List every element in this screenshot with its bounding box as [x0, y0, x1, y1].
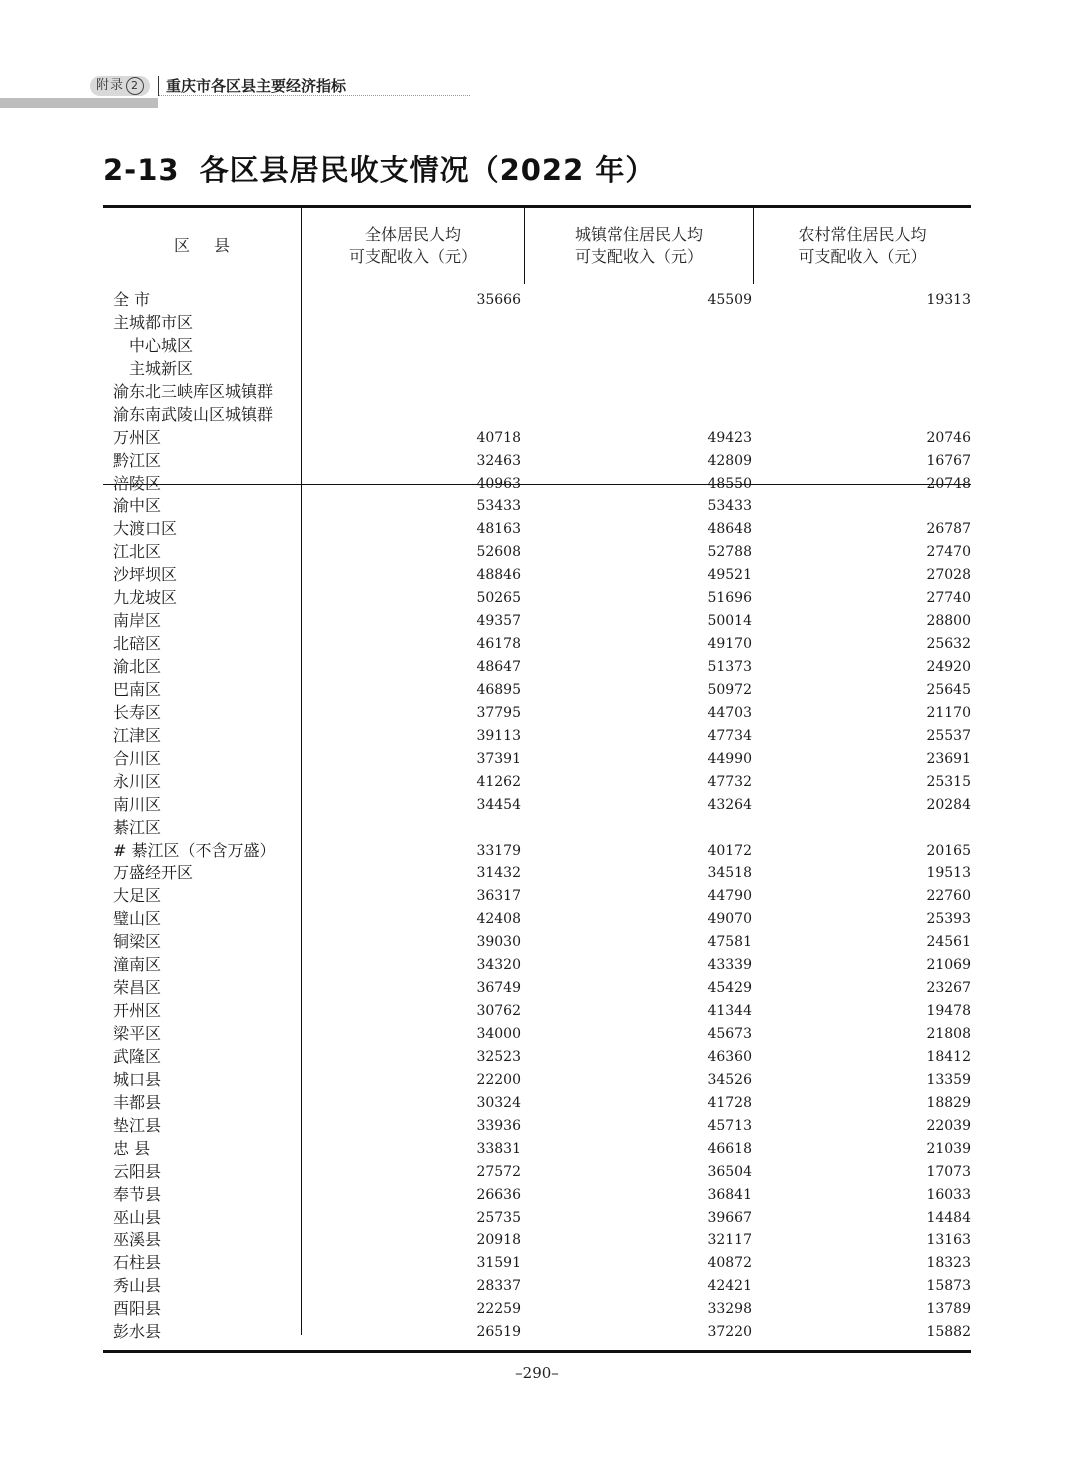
table-row — [103, 289, 971, 312]
rural-residents-income: 16033 — [926, 1186, 971, 1203]
region-name: 忠 县 — [113, 1138, 151, 1158]
region-name: 丰都县 — [113, 1092, 162, 1112]
region-name: 巫溪县 — [113, 1230, 162, 1250]
table-row — [103, 679, 971, 702]
rural-residents-income: 27470 — [926, 544, 971, 561]
table-row — [103, 885, 971, 908]
all-residents-income: 48647 — [476, 659, 521, 675]
region-name: 渝中区 — [113, 496, 162, 516]
table-row — [103, 862, 971, 885]
header-gray-band — [0, 98, 158, 108]
rural-residents-income: 15873 — [926, 1278, 971, 1295]
all-residents-income: 48163 — [476, 521, 521, 538]
header-separator — [158, 76, 159, 96]
all-residents-income: 34320 — [476, 957, 521, 974]
appendix-number: 2 — [126, 77, 144, 95]
table-row — [103, 335, 971, 358]
rural-residents-income: 25393 — [926, 911, 971, 928]
table-bottom-rule — [103, 1350, 971, 1353]
region-name: 主城都市区 — [113, 312, 194, 332]
urban-residents-income: 45509 — [707, 292, 752, 308]
all-residents-income: 49357 — [476, 613, 521, 630]
rural-residents-income: 27028 — [926, 567, 971, 584]
table-row — [103, 1252, 971, 1275]
table-title: 各区县居民收支情况（2022 年） — [199, 153, 656, 187]
table-row — [103, 977, 971, 1000]
table-row — [103, 381, 971, 404]
region-name: 涪陵区 — [113, 473, 162, 493]
table-row — [103, 1023, 971, 1046]
rural-residents-income: 25645 — [926, 681, 971, 698]
rural-residents-income: 23267 — [926, 980, 971, 997]
all-residents-income: 40963 — [476, 475, 521, 492]
region-name: 彭水县 — [113, 1322, 162, 1342]
header-urban-line2: 可支配收入（元） — [574, 247, 703, 266]
urban-residents-income: 48648 — [707, 521, 752, 538]
region-name: 奉节县 — [113, 1184, 162, 1204]
urban-residents-income: 44703 — [707, 704, 752, 721]
region-name: 酉阳县 — [113, 1299, 162, 1319]
region-name: 璧山区 — [113, 909, 162, 929]
urban-residents-income: 34526 — [707, 1071, 752, 1088]
urban-residents-income: 43339 — [707, 957, 752, 974]
table-row — [103, 1275, 971, 1298]
appendix-badge — [90, 76, 150, 96]
region-name: 渝东南武陵山区城镇群 — [113, 404, 274, 424]
region-name: 万州区 — [113, 427, 162, 447]
region-name: 大渡口区 — [113, 519, 178, 539]
rural-residents-income: 13789 — [926, 1301, 971, 1318]
table-row — [103, 541, 971, 564]
region-name: # 綦江区（不含万盛） — [113, 840, 276, 860]
table-row — [103, 931, 971, 954]
urban-residents-income: 45429 — [707, 980, 752, 997]
urban-residents-income: 50972 — [707, 681, 752, 698]
region-name: 永川区 — [113, 771, 162, 791]
table-row — [103, 1229, 971, 1252]
rural-residents-income: 21808 — [926, 1026, 971, 1042]
rural-residents-income: 14484 — [926, 1209, 971, 1226]
table-row — [103, 1321, 971, 1344]
table-row — [103, 495, 971, 518]
rural-residents-income: 28800 — [926, 613, 971, 630]
rural-residents-income: 25537 — [926, 727, 971, 744]
table-row — [103, 1115, 971, 1138]
table-row — [103, 840, 971, 863]
rural-residents-income: 13163 — [926, 1232, 971, 1249]
rural-residents-income: 16767 — [926, 452, 971, 469]
region-name: 渝东北三峡库区城镇群 — [113, 381, 274, 401]
region-name: 綦江区 — [113, 817, 162, 837]
region-name: 巴南区 — [113, 679, 162, 699]
appendix-label: 附录 — [96, 78, 125, 93]
all-residents-income: 30324 — [476, 1094, 521, 1111]
rural-residents-income: 13359 — [926, 1071, 971, 1088]
all-residents-income: 35666 — [476, 292, 521, 308]
all-residents-income: 30762 — [476, 1003, 521, 1020]
all-residents-income: 34454 — [476, 796, 521, 813]
region-name: 沙坪坝区 — [113, 565, 178, 585]
region-name: 铜梁区 — [113, 932, 162, 952]
region-name: 巫山县 — [113, 1207, 162, 1227]
rural-residents-income: 25632 — [926, 636, 971, 653]
urban-residents-income: 41344 — [707, 1003, 752, 1020]
rural-residents-income: 17073 — [926, 1163, 971, 1180]
urban-residents-income: 45713 — [707, 1117, 752, 1134]
urban-residents-income: 50014 — [707, 613, 752, 630]
table-row — [103, 817, 971, 840]
urban-residents-income: 49423 — [707, 429, 752, 446]
table-row — [103, 908, 971, 931]
region-name: 江津区 — [113, 725, 162, 745]
region-name: 潼南区 — [113, 955, 162, 975]
all-residents-income: 37391 — [476, 750, 521, 767]
urban-residents-income: 47734 — [707, 727, 752, 744]
table-row — [103, 1184, 971, 1207]
rural-residents-income: 19513 — [926, 865, 971, 882]
region-name: 九龙坡区 — [113, 588, 178, 608]
rural-residents-income: 19478 — [926, 1003, 971, 1020]
rural-residents-income: 21039 — [926, 1140, 971, 1157]
running-header — [0, 68, 470, 108]
rural-residents-income: 20284 — [926, 796, 971, 813]
region-name: 中心城区 — [129, 335, 194, 355]
rural-residents-income: 26787 — [926, 521, 971, 538]
urban-residents-income: 49170 — [707, 636, 752, 653]
region-name: 万盛经开区 — [113, 863, 194, 883]
page-number: –290– — [515, 1364, 559, 1382]
table-body — [103, 289, 971, 1344]
rural-residents-income: 18323 — [926, 1255, 971, 1272]
all-residents-income: 52608 — [476, 544, 521, 561]
rural-residents-income: 21170 — [926, 704, 971, 721]
header-rural-line1: 农村常住居民人均 — [798, 225, 927, 244]
urban-residents-income: 42809 — [707, 452, 752, 469]
table-row — [103, 702, 971, 725]
table-row — [103, 473, 971, 496]
all-residents-income: 39113 — [476, 727, 521, 744]
region-name: 长寿区 — [113, 702, 162, 722]
rural-residents-income: 19313 — [926, 292, 971, 308]
table-row — [103, 312, 971, 335]
region-name: 北碚区 — [113, 634, 162, 654]
table-row — [103, 954, 971, 977]
region-name: 荣昌区 — [113, 978, 162, 998]
all-residents-income: 33831 — [476, 1140, 521, 1157]
table-row — [103, 633, 971, 656]
region-name: 开州区 — [113, 1001, 162, 1021]
all-residents-income: 48846 — [476, 567, 521, 584]
all-residents-income: 33936 — [476, 1117, 521, 1134]
urban-residents-income: 46360 — [707, 1048, 752, 1065]
urban-residents-income: 52788 — [707, 544, 752, 561]
header-rural-line2: 可支配收入（元） — [798, 247, 927, 266]
header-all-line2: 可支配收入（元） — [348, 247, 477, 266]
rural-residents-income: 18412 — [926, 1048, 971, 1065]
table-row — [103, 1138, 971, 1161]
region-name: 梁平区 — [113, 1024, 162, 1043]
header-all-line1: 全体居民人均 — [364, 225, 461, 244]
table-code: 2-13 — [103, 153, 180, 187]
header-rural-residents — [754, 208, 971, 284]
region-name: 黔江区 — [113, 450, 162, 470]
all-residents-income: 46178 — [476, 636, 521, 653]
region-name: 秀山县 — [113, 1276, 162, 1296]
urban-residents-income: 40172 — [707, 842, 752, 859]
all-residents-income: 33179 — [476, 842, 521, 859]
all-residents-income: 36749 — [476, 980, 521, 997]
urban-residents-income: 36841 — [707, 1186, 752, 1203]
rural-residents-income: 20748 — [926, 475, 971, 492]
header-title: 重庆市各区县主要经济指标 — [166, 77, 347, 95]
all-residents-income: 50265 — [476, 590, 521, 607]
urban-residents-income: 42421 — [707, 1278, 752, 1295]
table-row — [103, 587, 971, 610]
all-residents-income: 27572 — [476, 1163, 521, 1180]
urban-residents-income: 44990 — [707, 750, 752, 767]
all-residents-income: 34000 — [476, 1026, 521, 1042]
all-residents-income: 32463 — [476, 452, 521, 469]
urban-residents-income: 39667 — [707, 1209, 752, 1226]
all-residents-income: 26519 — [476, 1324, 521, 1341]
table-row — [103, 1092, 971, 1115]
urban-residents-income: 48550 — [707, 475, 752, 492]
table-row — [103, 656, 971, 679]
table-row — [103, 1298, 971, 1321]
region-name: 南川区 — [113, 794, 162, 814]
region-name: 云阳县 — [113, 1161, 162, 1181]
rural-residents-income: 22039 — [926, 1117, 971, 1134]
urban-residents-income: 49521 — [707, 567, 752, 584]
urban-residents-income: 37220 — [707, 1324, 752, 1341]
urban-residents-income: 40872 — [707, 1255, 752, 1272]
table-row — [103, 610, 971, 633]
table-row — [103, 518, 971, 541]
rural-residents-income: 18829 — [926, 1094, 971, 1111]
all-residents-income: 22259 — [476, 1301, 521, 1318]
table-row — [103, 1069, 971, 1092]
table-row — [103, 1207, 971, 1230]
header-region: 区县 — [173, 236, 254, 255]
table-row — [103, 794, 971, 817]
region-name: 江北区 — [113, 542, 162, 562]
table-row — [103, 427, 971, 450]
urban-residents-income: 41728 — [707, 1094, 752, 1111]
rural-residents-income: 23691 — [926, 750, 971, 767]
region-name: 主城新区 — [129, 358, 194, 378]
all-residents-income: 32523 — [476, 1048, 521, 1065]
urban-residents-income: 43264 — [707, 796, 752, 813]
all-residents-income: 40718 — [476, 429, 521, 446]
rural-residents-income: 21069 — [926, 957, 971, 974]
region-name: 城口县 — [113, 1069, 162, 1089]
table-row — [103, 1000, 971, 1023]
all-residents-income: 20918 — [476, 1232, 521, 1249]
urban-residents-income: 44790 — [707, 888, 752, 905]
region-name: 渝北区 — [113, 657, 162, 676]
all-residents-income: 46895 — [476, 681, 521, 698]
header-urban-residents — [525, 208, 753, 284]
all-residents-income: 53433 — [476, 498, 521, 515]
table-row — [103, 725, 971, 748]
all-residents-income: 39030 — [476, 934, 521, 951]
urban-residents-income: 34518 — [707, 865, 752, 882]
rural-residents-income: 20165 — [926, 842, 971, 859]
rural-residents-income: 24561 — [926, 934, 971, 951]
table-row — [103, 1161, 971, 1184]
rural-residents-income: 24920 — [926, 659, 971, 675]
all-residents-income: 22200 — [476, 1071, 521, 1088]
page-title — [103, 148, 655, 189]
region-name: 南岸区 — [113, 611, 162, 631]
urban-residents-income: 45673 — [707, 1026, 752, 1042]
rural-residents-income: 15882 — [926, 1324, 971, 1341]
urban-residents-income: 51696 — [707, 590, 752, 607]
all-residents-income: 26636 — [476, 1186, 521, 1203]
table-row — [103, 564, 971, 587]
urban-residents-income: 32117 — [707, 1232, 752, 1249]
region-name: 全 市 — [113, 290, 151, 309]
region-name: 武隆区 — [113, 1046, 162, 1066]
table-row — [103, 450, 971, 473]
urban-residents-income: 47732 — [707, 773, 752, 790]
table-row — [103, 771, 971, 794]
region-name: 合川区 — [113, 748, 162, 768]
table-row — [103, 1046, 971, 1069]
rural-residents-income: 22760 — [926, 888, 971, 905]
all-residents-income: 31432 — [476, 865, 521, 882]
rural-residents-income: 27740 — [926, 590, 971, 607]
urban-residents-income: 36504 — [707, 1163, 752, 1180]
all-residents-income: 42408 — [476, 911, 521, 928]
all-residents-income: 28337 — [476, 1278, 521, 1295]
table-row — [103, 748, 971, 771]
urban-residents-income: 33298 — [707, 1301, 752, 1318]
all-residents-income: 41262 — [476, 773, 521, 790]
region-name: 石柱县 — [113, 1253, 162, 1273]
region-name: 垫江县 — [113, 1115, 162, 1135]
urban-residents-income: 51373 — [707, 659, 752, 675]
header-all-residents — [302, 208, 524, 284]
all-residents-income: 31591 — [476, 1255, 521, 1272]
urban-residents-income: 47581 — [707, 934, 752, 951]
urban-residents-income: 46618 — [707, 1140, 752, 1157]
header-urban-line1: 城镇常住居民人均 — [574, 225, 703, 244]
all-residents-income: 36317 — [476, 888, 521, 905]
all-residents-income: 37795 — [476, 704, 521, 721]
urban-residents-income: 49070 — [707, 911, 752, 928]
table-row — [103, 404, 971, 427]
urban-residents-income: 53433 — [707, 498, 752, 515]
all-residents-income: 25735 — [476, 1209, 521, 1226]
region-name: 大足区 — [113, 886, 162, 906]
rural-residents-income: 20746 — [926, 429, 971, 446]
rural-residents-income: 25315 — [926, 773, 971, 790]
table-row — [103, 358, 971, 381]
